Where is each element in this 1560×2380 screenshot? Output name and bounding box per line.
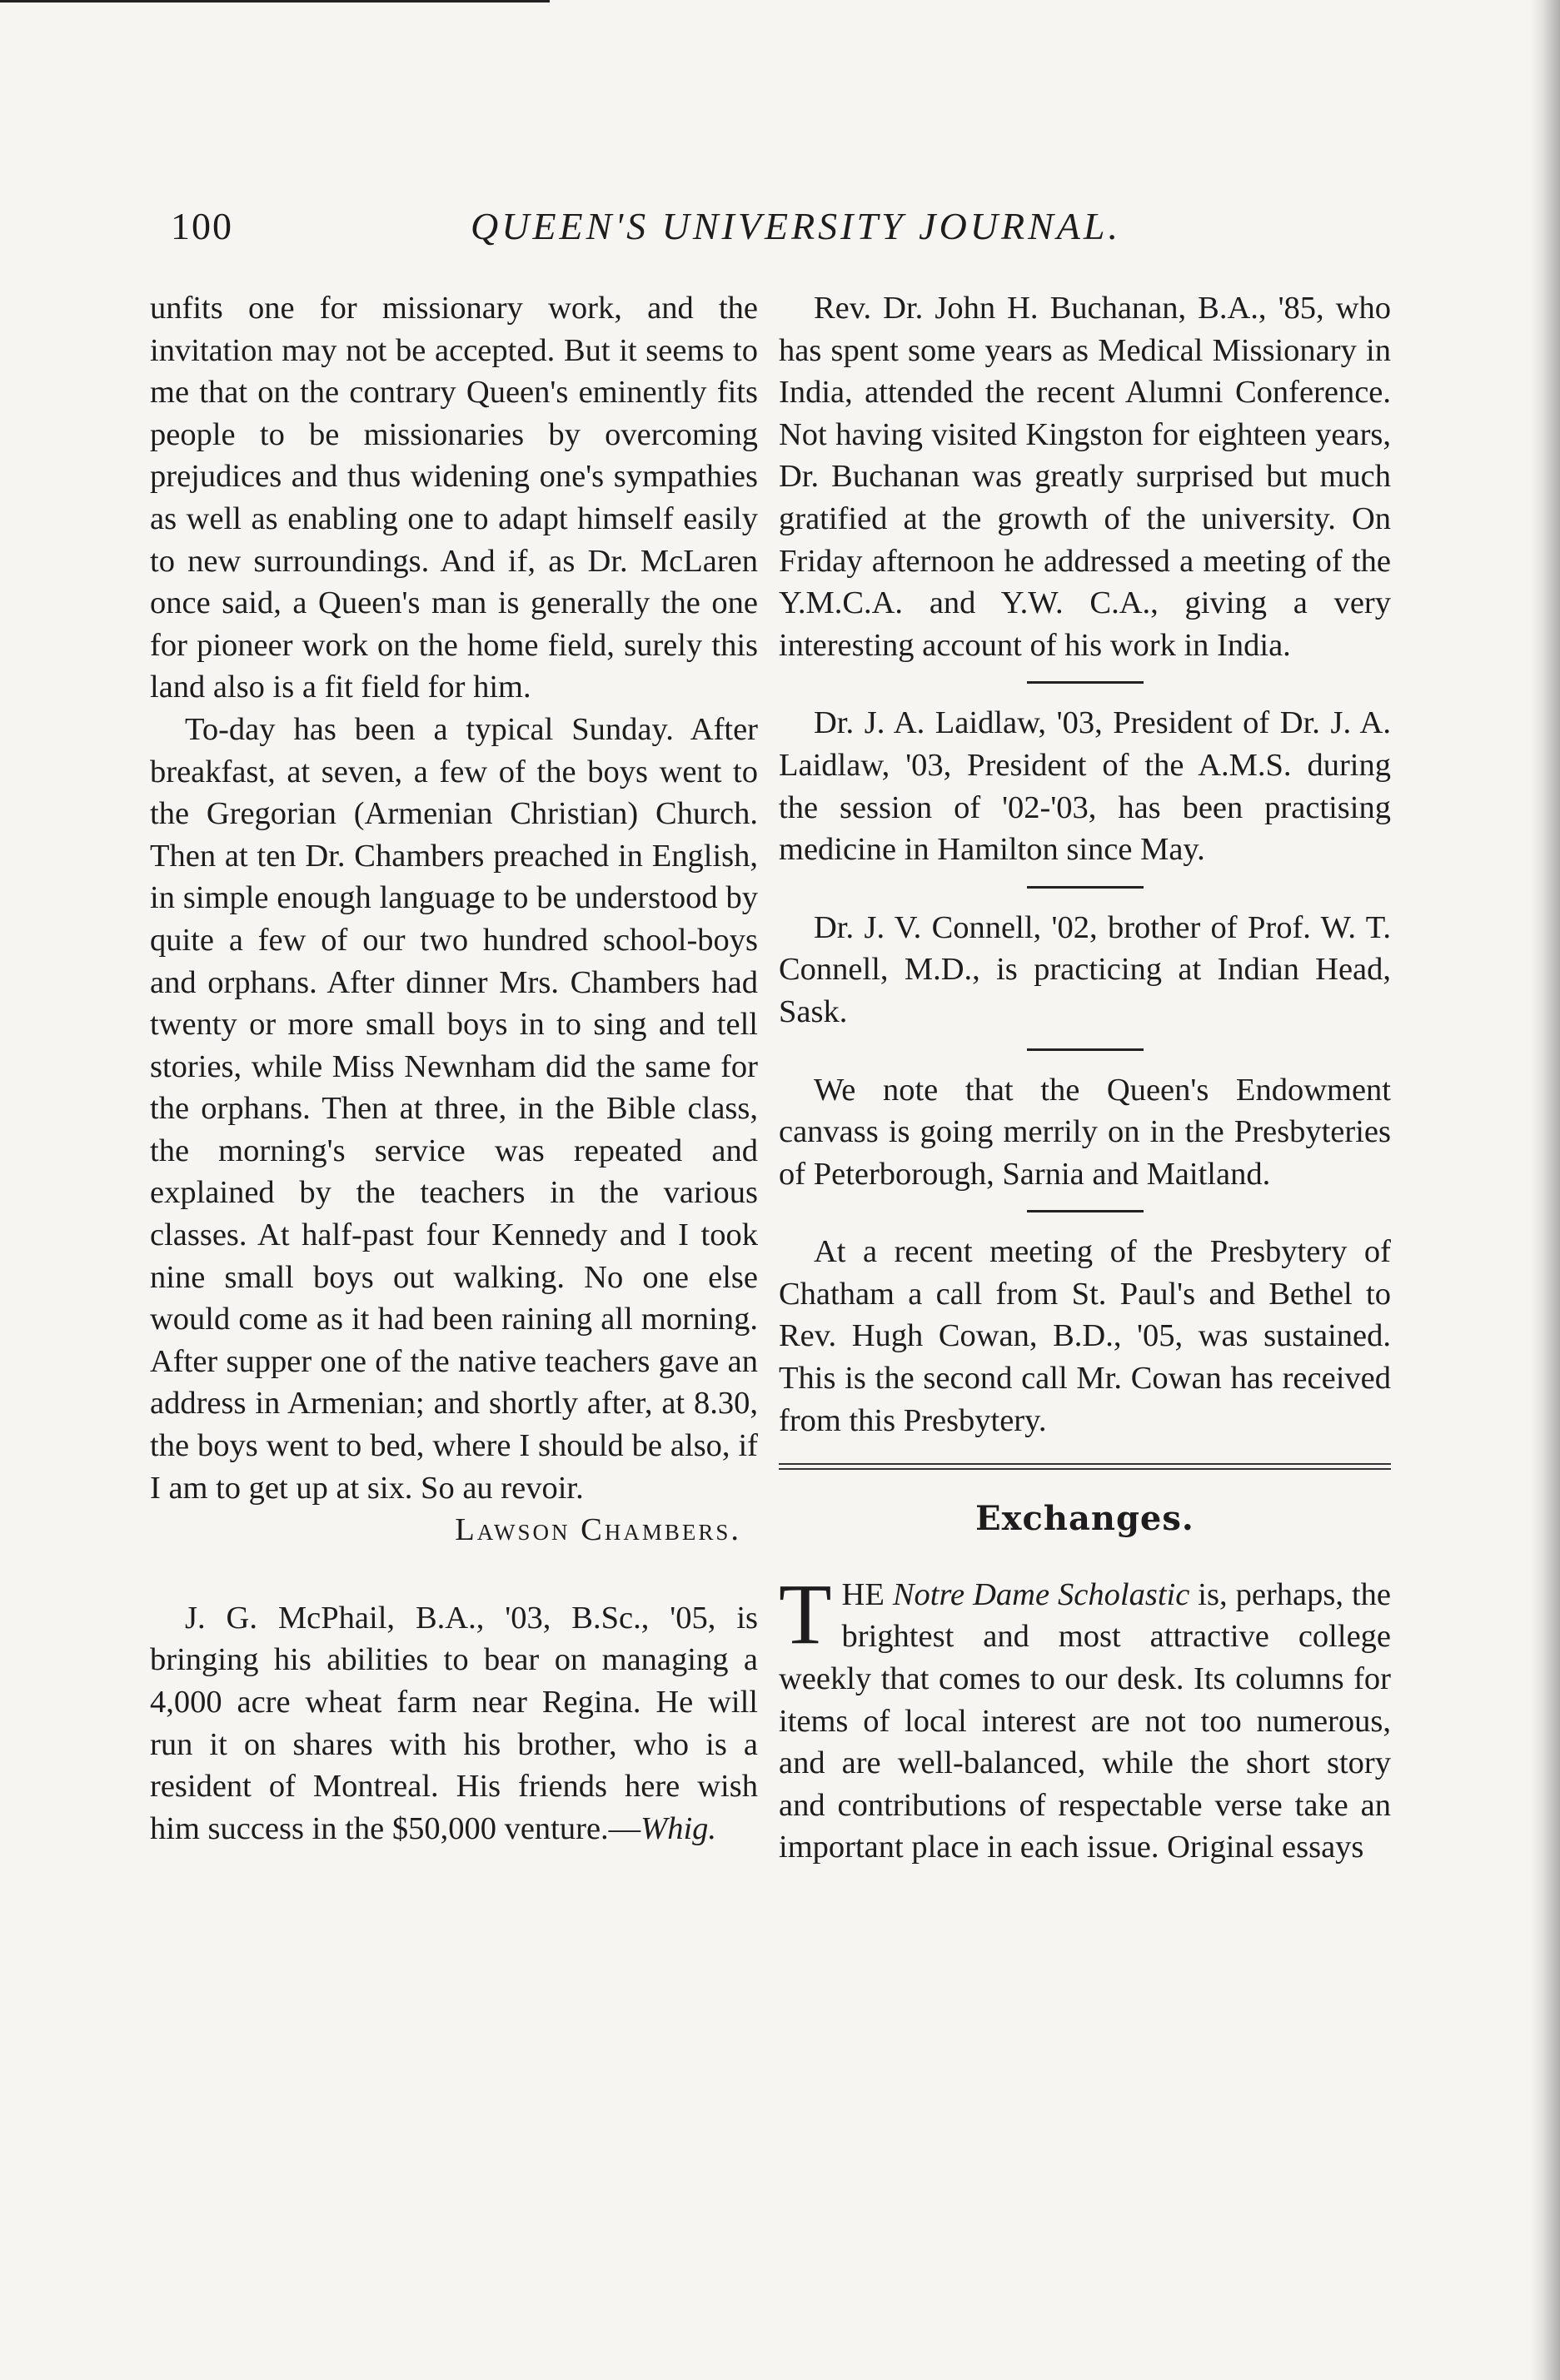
right-column xyxy=(779,287,1391,1869)
letter-signature: Lawson Chambers. xyxy=(455,1512,741,1548)
section-double-rule xyxy=(779,1463,1391,1470)
binding-edge-shadow xyxy=(1530,0,1560,2380)
top-edge-rule xyxy=(0,0,550,2)
sunday-paragraph: To-day has been a typical Sunday. After breakfast, at seven, a few of the boys went to the Gregorian (Armenian Christian) Church. Then at ten Dr. Chambers preached in English, in simple enough language to be understood by quite a few of our two hundred school-boys and orphans. After dinner Mrs. Chambers had twenty or more small boys in to sing and tell stories, while Miss Newnham did the same for the orphans. Then at three, in the Bible class, the morning's service was repeated and explained by the teachers in the various classes. At half-past four Kennedy and I took nine small boys out walking. No one else would come as it had been raining all morning. After supper one of the native teachers gave an address in Armenian; and shortly after, at 8.30, the boys went to bed, where I should be also, if I am to get up at six. So au revoir. xyxy=(150,711,758,1506)
running-head: QUEEN'S UNIVERSITY JOURNAL. xyxy=(471,205,1121,247)
laidlaw-note: Dr. J. A. Laidlaw, '03, President of Dr. J. A. Laidlaw, '03, President of the A.M.S. during the session of '02-'03, has been practising medicine in Hamilton since May. xyxy=(779,705,1391,868)
endowment-note: We note that the Queen's Endowment canvass is going merrily on in the Presbyteries of Peterborough, Sarnia and Maitland. xyxy=(779,1072,1391,1192)
exchanges-paragraph xyxy=(779,1566,1391,1869)
left-column xyxy=(150,287,758,1850)
presbytery-note: At a recent meeting of the Presbytery of Chatham a call from St. Paul's and Bethel to Rev. Hugh Cowan, B.D., '05, was sustained. This is the second call Mr. Cowan has received from this Presbytery. xyxy=(779,1234,1391,1438)
mcphail-note-text: J. G. McPhail, B.A., '03, B.Sc., '05, is bringing his abilities to bear on managing a 4,000 acre wheat farm near Regina. He will run it on shares with his brother, who is a resident of Montreal. His friends here wish him success in the $50,000 venture.— xyxy=(150,1600,758,1846)
drop-cap: T xyxy=(779,1566,832,1662)
separator-rule xyxy=(1027,1048,1144,1051)
separator-rule xyxy=(1027,1210,1144,1212)
missionary-letter-paragraph: unfits one for missionary work, and the invitation may not be accepted. But it seems to me that on the contrary Queen's eminently fits people to be missionaries by overcoming prejudices and thus widening one's sympathies as well as enabling one to adapt himself easily to new surroundings. And if, as Dr. McLaren once said, a Queen's man is generally the one for pioneer work on the home field, surely this land also is a fit field for him. xyxy=(150,291,758,705)
mcphail-note-source: Whig. xyxy=(640,1810,717,1846)
page-header xyxy=(162,204,1403,254)
exchanges-text: is, perhaps, the brightest and most attractive college weekly that comes to our desk. Its columns for items of local interest are not too numerous, and are well-balanced, while the short story and contributions of respectable verse take an important place in each issue. Original essays xyxy=(779,1576,1391,1865)
mcphail-note xyxy=(150,1597,758,1850)
connell-note: Dr. J. V. Connell, '02, brother of Prof. W. T. Connell, M.D., is practicing at Indian Head, Sask. xyxy=(779,909,1391,1029)
separator-rule xyxy=(1027,681,1144,684)
exchanges-heading: Exchanges. xyxy=(975,1499,1194,1539)
paragraph-gap xyxy=(150,1551,758,1597)
page-number: 100 xyxy=(171,205,233,247)
publication-name: Notre Dame Scholastic xyxy=(892,1576,1190,1612)
exchanges-lead: HE xyxy=(841,1576,893,1612)
separator-rule xyxy=(1027,886,1144,889)
buchanan-note: Rev. Dr. John H. Buchanan, B.A., '85, who has spent some years as Medical Missionary in India, attended the recent Alumni Conference. Not having visited Kingston for eighteen years, Dr. Buchanan was greatly surprised but much gratified at the growth of the university. On Friday afternoon he addressed a meeting of the Y.M.C.A. and Y.W. C.A., giving a very interesting account of his work in India. xyxy=(779,291,1391,663)
